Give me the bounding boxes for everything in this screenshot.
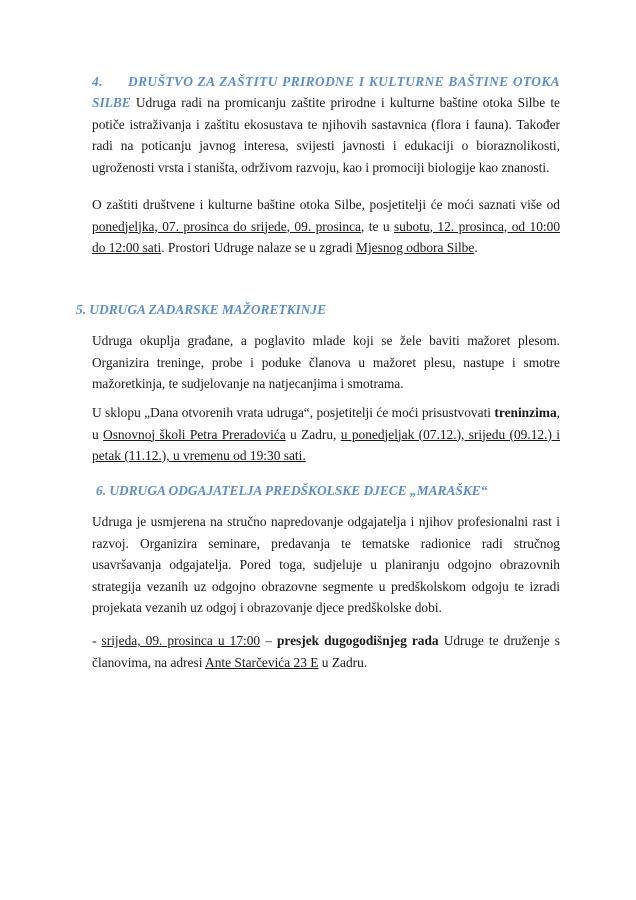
- section-6-dash: -: [92, 633, 102, 648]
- section-4-number: 4.: [92, 74, 103, 89]
- section-5-text-2a: U sklopu „Dana otvorenih vrata udruga“, posjetitelji će moći prisustvovati: [92, 405, 495, 420]
- section-4-saturday-link: subotu, 12. prosinca, od 10:00 do 12:00 sati: [92, 218, 561, 255]
- section-4-text-1: Udruga radi na promicanju zaštite prirodne i kulturne baštine otoka Silbe te potiče istraživanja i zaštitu ekosustava te njihovih sastavnica (flora i fauna). Također radi na poticanju javnog interesa, svijesti javnosti i edukaciji o bioraznolikosti, ugroženosti vrsta i staništa, održivom razvoju, kao i promociji biologije kao znanosti.: [92, 95, 560, 175]
- section-5-trainings: treninzima: [494, 405, 557, 420]
- section-4-text-2b: , te u: [360, 218, 394, 234]
- section-6-text-2d: u Zadru.: [318, 654, 368, 670]
- section-6-date-link: srijeda, 09. prosinca u 17:00: [101, 633, 261, 648]
- section-5-school-link: Osnovnoj školi Petra Preradovića: [103, 426, 286, 442]
- section-4-text-2a: O zaštiti društvene i kulturne baštine otoka Silbe, posjetitelji će moći saznati više od: [92, 197, 560, 212]
- section-6-event-title: presjek dugogodišnjeg rada: [276, 633, 439, 648]
- section-4-location-link: Mjesnog odbora Silbe: [356, 240, 475, 255]
- section-5-text-2d: u Zadru,: [285, 426, 341, 442]
- section-6-text-2c: Udruge te druženje s članovima, na adresi: [92, 633, 561, 670]
- section-6-en-dash: –: [260, 633, 277, 648]
- section-4-heading: [92, 71, 560, 93]
- section-4-text-2d: .: [474, 240, 478, 255]
- section-6-paragraph-1: Udruga je usmjerena na stručno napredovanje odgajatelja i njihov profesionalni rast i razvoj. Organizira seminare, predavanja te tematske radionice radi stručnog usavršavanja odgajatelja. Pored toga, sudjeluje u planiranju odgojno obrazovnih strategija vezanih uz odgojno obrazovne segmente u predškolskom odgoju te izradi projekata vezanih uz odgoj i obrazovanje djece predškolske dobi.: [92, 514, 560, 615]
- section-6-address-link: Ante Starčevića 23 E: [205, 654, 319, 670]
- section-5-paragraph-1: Udruga okuplja građane, a poglavito mlade koji se žele baviti mažoret plesom. Organizira treninge, probe i poduke članova u mažoret plesu, nastupe i smotre mažoretkinja, te sudjelovanje na natjecanjima i smotrama.: [92, 333, 560, 391]
- section-5-paragraph-2: [92, 402, 560, 467]
- section-4-heading-line2: SILBE: [92, 95, 131, 110]
- section-4-paragraph-2: [92, 194, 560, 259]
- section-4-paragraph-1: [92, 92, 560, 178]
- section-4-text-2c: . Prostori Udruge nalaze se u zgradi: [161, 240, 357, 255]
- section-6-paragraph-2: [92, 630, 560, 673]
- section-5-heading: 5. UDRUGA ZADARSKE MAŽORETKINJE: [76, 302, 327, 317]
- section-5-dates-link: u ponedjeljak (07.12.), srijedu (09.12.) i petak (11.12.), u vremenu od 19:30 sati.: [92, 426, 560, 463]
- section-5-text-2c: , u: [92, 405, 560, 442]
- section-4-dates-link: ponedjeljka, 07. prosinca do srijede, 09. prosinca: [92, 218, 361, 234]
- section-4-heading-line1: DRUŠTVO ZA ZAŠTITU PRIRODNE I KULTURNE BAŠTINE OTOKA: [128, 74, 560, 89]
- section-6-heading: 6. UDRUGA ODGAJATELJA PREDŠKOLSKE DJECE „MARAŠKE“: [96, 483, 488, 498]
